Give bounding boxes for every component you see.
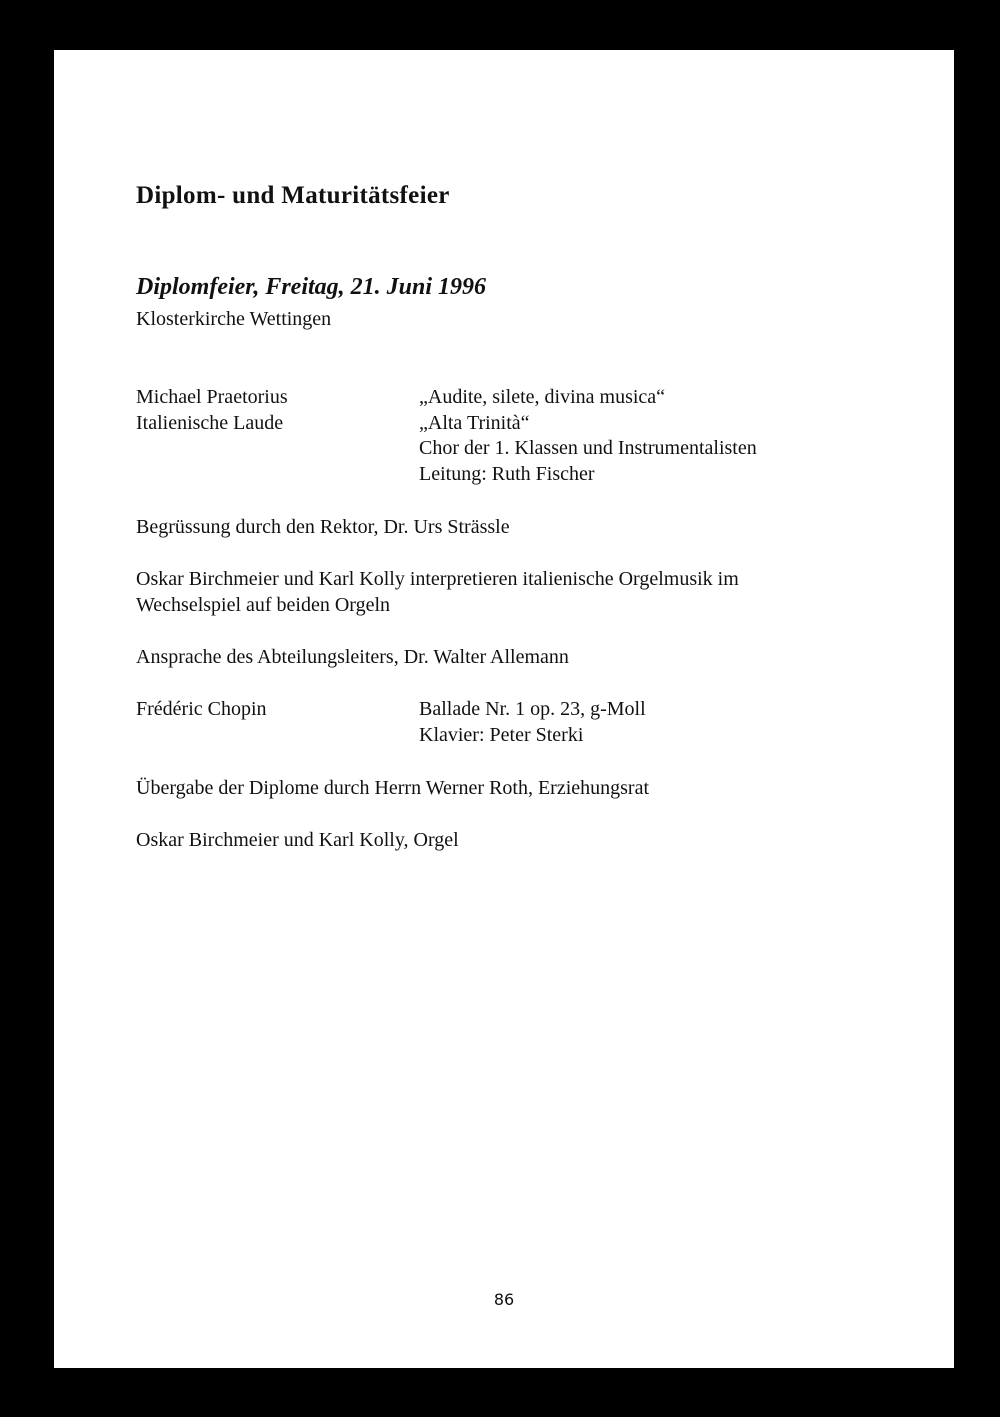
program-composer: Italienische Laude — [136, 412, 284, 434]
program-organ-line: Oskar Birchmeier und Karl Kolly interpretieren italienische Orgelmusik im — [136, 568, 739, 590]
program-organ-line: Wechselspiel auf beiden Orgeln — [136, 594, 391, 616]
program-detail: Klavier: Peter Sterki — [419, 724, 584, 746]
program-detail: Leitung: Ruth Fischer — [419, 463, 595, 485]
event-venue: Klosterkirche Wettingen — [136, 308, 332, 330]
program-composer: Frédéric Chopin — [136, 698, 267, 720]
page-number: 86 — [493, 1290, 515, 1309]
program-closing: Oskar Birchmeier und Karl Kolly, Orgel — [136, 829, 459, 851]
program-greeting: Begrüssung durch den Rektor, Dr. Urs Strässle — [136, 516, 510, 538]
program-detail: „Audite, silete, divina musica“ — [419, 386, 666, 408]
program-diploma-handover: Übergabe der Diplome durch Herrn Werner Roth, Erziehungsrat — [136, 777, 650, 799]
page-title: Diplom- und Maturitätsfeier — [136, 182, 450, 209]
program-composer: Michael Praetorius — [136, 386, 288, 408]
event-title: Diplomfeier, Freitag, 21. Juni 1996 — [136, 274, 487, 300]
document-page — [54, 50, 954, 1368]
program-detail: „Alta Trinità“ — [419, 412, 530, 434]
program-speech: Ansprache des Abteilungsleiters, Dr. Walter Allemann — [136, 646, 569, 668]
program-detail: Ballade Nr. 1 op. 23, g-Moll — [419, 698, 646, 720]
program-detail: Chor der 1. Klassen und Instrumentalisten — [419, 437, 757, 459]
